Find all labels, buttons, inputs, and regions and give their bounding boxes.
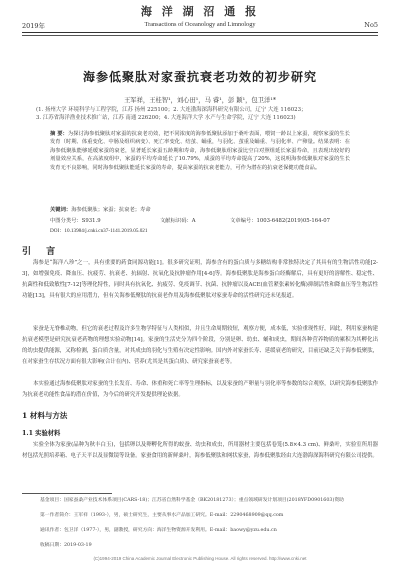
footnote-received-date: 收稿日期：2019-03-19 <box>40 543 92 548</box>
journal-name-cn: 海 洋 湖 沼 通 报 <box>140 5 260 18</box>
intro-paragraph-3: 本实验通过海参低聚肽对家蚕的生长发育、寿命、体重和死亡率等生理指标，以及家蚕的产卵量与羽化率等参数的综合观察，以研究海参低聚肽作为抗衰老功能性食品的潜在价值，为今后的研究开发提供理论依据。 <box>22 381 379 398</box>
footnote-corresponding-author: 通讯作者：包卫洋（1977-），男，副教授，研究方向：海洋生物资源开发利用。E-mail：baowy@yzu.edu.cn <box>40 528 277 533</box>
abstract-text: 为探讨海参低聚肽对家蚕的抗衰老功效，把不同浓度的海参低聚肽添加于桑叶表面，喂饲一龄以上家蚕，观察家蚕的生长发育（时期、体重变化、中肠及组织病变）、死亡率变化、结茧、蛹重，与羽化、茧重及蛹重、与羽化率、产卵量。结果表明：在海参低聚肽能够延缓家蚕的衰老，显著延长家蚕五龄期和寿命，海参低聚肽组家蚕比空白对照组延长家蚕寿命，且表现出较好的剂量效应关系，在高浓度组中，家蚕的平均寿命延长了10.79%，成蚕的平均寿命提高了20%，这说明海参低聚肽对家蚕的生长发育无不良影响，同时海参低聚肽能延长家蚕的寿命，提高家蚕的抗衰老能力，可作为潜在的抗衰老保健功能食品。 <box>50 131 350 171</box>
paper-title: 海参低聚肽对家蚕抗衰老功效的初步研究 <box>82 70 317 84</box>
author-list: 王军祥，王桂智¹，刘心田¹，马 睿¹，彭 颖¹，包卫洋¹* <box>123 97 276 104</box>
keywords <box>50 205 350 213</box>
section-heading-materials-methods: 1 材料与方法 <box>22 411 68 420</box>
footnote-funding: 基金项目：国家蚕桑产业技术体系项目(CARS-18)；江苏省自然科学基金（BK20181273）；重点领域研发计划项目(2018YFD0901603)资助 <box>40 498 344 503</box>
clc-number: 中图分类号：S931.9 <box>50 218 101 224</box>
journal-name-en: Transactions of Oceanology and Limnology <box>144 21 256 28</box>
keywords-text: 海参低聚肽；家蚕；抗衰老；寿命 <box>71 207 151 213</box>
article-number: 文章编号：1003-6482(2019)05-164-07 <box>230 218 331 224</box>
header-rule-thin <box>22 35 378 36</box>
running-header <box>0 0 400 40</box>
intro-paragraph-2: 家蚕是无脊椎动物，但它的衰老过程及许多生物学特征与人类相似，并且生命周期较短，观察方便，成本低，实验重现性好，因此，利用家蚕构建抗衰老模型是研究抗衰老药物的理想实验动物[14]。家蚕的生活史分为四个阶段，分别是卵、幼虫、蛹和成虫，期间各种营养物质的累积为其孵化出的幼虫提供能源，又称检测，蛋白质含量，对其成虫的羽化与生殖有决定性影响。国内外对家蚕长寿、延缓衰老的研究，目前还缺乏关于海参低聚肽，在对家蚕生存状况方面有很大影响(合计在内)、营养(尤其是其蛋白质)、研究家蚕衰老等。 <box>22 326 379 365</box>
footnote-first-author: 第一作者简介：王军祥（1993-），男，硕士研究生，主要从事水产品加工研究。E-mail：2290468909@qq.com <box>40 513 284 518</box>
affiliation-line-1: (1. 扬州大学 环境科学与工程学院，江苏 扬州 225100；2. 大连渤海深海科研究有限公司，辽宁 大连 116023； <box>36 107 307 113</box>
classification-row <box>50 216 360 224</box>
abstract <box>50 130 350 172</box>
journal-year: 2019年 <box>22 22 46 30</box>
keywords-label: 关键词： <box>50 207 72 213</box>
copyright-notice: (C)1994-2019 China Academic Journal Electronic Publishing House. All rights reserved. http://www.cnki.net <box>93 556 307 561</box>
materials-paragraph: 实验全体为家蚕(品种为秋丰白玉)，包括卵以及卵孵化所得的蚁蚕、幼虫和成虫，所用器材主要包括卷笼(5.8×4.3 cm)、鲜桑叶，实验室所用器材包括光照培养箱、电子天平以及显微镜等设备。家蚕食用的新鲜桑叶，海参低聚肽和网状家蚕，海参低聚肽经由大连渤海深海科研究有限公司提供。 <box>22 442 378 459</box>
journal-issue: No5 <box>364 21 378 29</box>
intro-heading: 引 言 <box>22 247 62 257</box>
abstract-label: 摘 要： <box>50 131 68 137</box>
document-code: 文献标识码：A <box>160 218 196 224</box>
subsection-heading-materials: 1.1 实验材料 <box>22 430 61 437</box>
footnote-rule <box>22 493 112 494</box>
intro-paragraph-1: 海参是“海洋八珍”之一，具有重要的药食同源功能[1]。很多研究证明，海参含有的蛋白质与多糖结构非常独特决定了其具有的生物活性功能[2-3]，如增强免疫、降血压、抗疲劳、抗衰老、抗辐射、抗氧化及抗肿瘤作用[4-6]等。海参低聚肽是海参蛋白经酶解后，具有更好的溶解性、稳定性、抗菌性和低致敏性[7-12]等理化特性，同时具有抗氧化、抗疲劳、免疫调节、抗菌、抗肿瘤以及ACE(血管紧张素转化酶)抑制活性和降血压等生物活性功能[13]，具有很大的应用潜力，但有关海参低聚肽的抗衰老作用及海参低聚肽对家蚕寿命的活性研究还未见报道。 <box>22 260 378 299</box>
affiliation-line-2: 3. 江苏省海洋渔业技术推广站，江苏 南通 226200；4. 大连海洋大学 水产与生命学院，辽宁 大连 116023) <box>36 115 296 121</box>
header-rule <box>22 32 378 33</box>
doi-link[interactable]: DOI：10.13984/j.cnki.cn37-1141.2019.05.021 <box>50 228 148 234</box>
